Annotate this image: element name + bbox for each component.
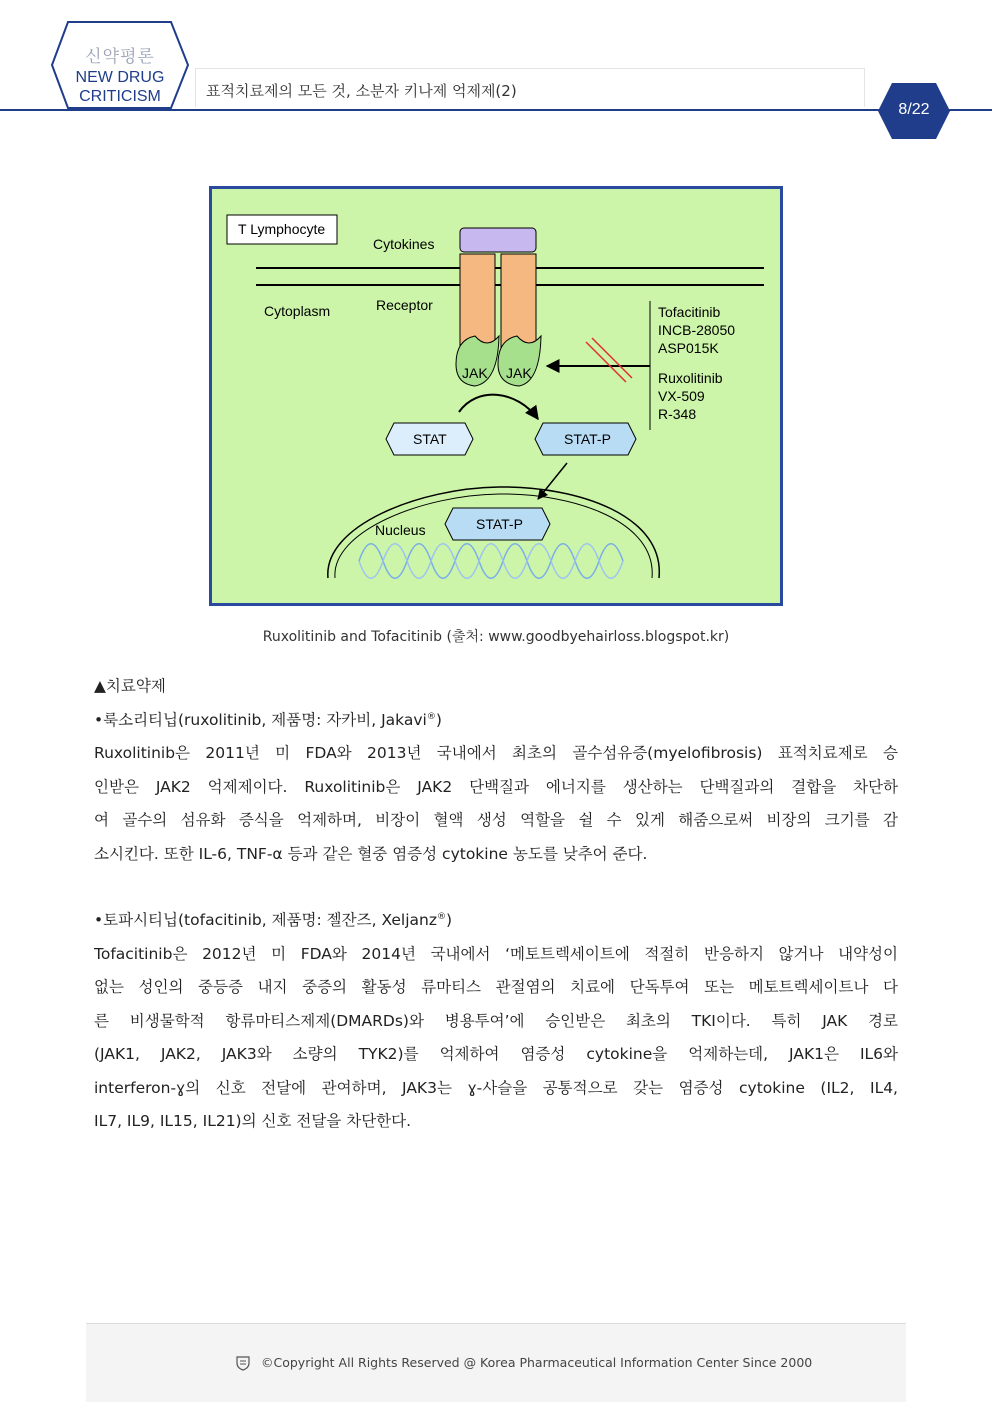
receptor-label: Receptor	[376, 297, 433, 313]
drug2-line: Tofacitinib은 2012년 미 FDA와 2014년 국내에서 ‘메토트렉세이트에 적절히 반응하지 않거나 내약성이	[94, 944, 898, 963]
shield-crest-icon	[235, 1355, 251, 1371]
logo-english-line2: CRITICISM	[79, 88, 161, 105]
figure-caption: Ruxolitinib and Tofacitinib (출처: www.goodbyehairloss.blogspot.kr)	[262, 629, 730, 645]
drug1-title-sup: ®	[426, 711, 436, 722]
nucleus-label: Nucleus	[375, 522, 426, 538]
drug1-title-main: •룩소리티닙(ruxolitinib, 제품명: 자카비, Jakavi	[94, 710, 427, 729]
logo-english-line1: NEW DRUG	[75, 69, 165, 86]
section-drug1	[94, 670, 898, 871]
jak-left-label: JAK	[462, 365, 488, 381]
logo-english	[66, 68, 174, 106]
drug2-line: IL7, IL9, IL15, IL21)의 신호 전달을 차단한다.	[94, 1112, 412, 1130]
drug2-title-main: •토파시티닙(tofacitinib, 제품명: 젤잔즈, Xeljanz	[94, 911, 437, 929]
drug-ruxolitinib: Ruxolitinib	[658, 370, 723, 386]
drug2-line: 른 비생물학적 항류마티스제제(DMARDs)와 병용투여’에 승인받은 최초의 TKI이다. 특히 JAK 경로	[94, 1011, 898, 1030]
jak-right-label: JAK	[506, 365, 532, 381]
drug1-line: Ruxolitinib은 2011년 미 FDA와 2013년 국내에서 최초의 골수섬유증(myelofibrosis) 표적치료제로 승	[94, 744, 898, 762]
stat-p-nucleus-label: STAT-P	[476, 516, 523, 532]
drug1-title	[94, 704, 898, 738]
drug-tofacitinib: Tofacitinib	[658, 304, 721, 320]
footer-copyright: ©Copyright All Rights Reserved @ Korea Pharmaceutical Information Center Since 2000	[261, 1355, 813, 1370]
drug2-line: interferon-ɣ의 신호 전달에 관여하며, JAK3는 ɣ-사슬을 공통적으로 갖는 염증성 cytokine (IL2, IL4,	[94, 1078, 898, 1097]
drug1-line: 여 골수의 섬유화 증식을 억제하며, 비장이 혈액 생성 역할을 쉴 수 있게 해줌으로써 비장의 크기를 감	[94, 811, 898, 829]
t-lymphocyte-label: T Lymphocyte	[238, 221, 326, 237]
drug-r-348: R-348	[658, 406, 697, 422]
stat-label: STAT	[413, 431, 447, 447]
drug-asp015k: ASP015K	[658, 340, 719, 356]
stat-p-label: STAT-P	[564, 431, 611, 447]
drug2-title-sup: ®	[436, 911, 446, 922]
drug-incb-28050: INCB-28050	[658, 322, 736, 338]
drug1-line: 인받은 JAK2 억제제이다. Ruxolitinib은 JAK2 단백질과 에너지를 생산하는 단백질과의 결합을 차단하	[94, 777, 898, 796]
header-title-box	[195, 68, 865, 107]
drug1-line: 소시킨다. 또한 IL-6, TNF-α 등과 같은 혈중 염증성 cytokine 농도를 낮추어 준다.	[94, 844, 648, 863]
logo-korean: 신약평론	[85, 47, 155, 67]
drug2-title-end: )	[445, 911, 453, 929]
footer	[86, 1323, 906, 1402]
cytokines-label: Cytokines	[373, 236, 435, 252]
page-number: 8/22	[898, 101, 930, 118]
section-drug2	[94, 904, 898, 1139]
drug-vx-509: VX-509	[658, 388, 705, 404]
jak-stat-pathway-diagram	[209, 186, 783, 606]
drug2-line: 없는 성인의 중등증 내지 중증의 활동성 류마티스 관절염의 치료에 단독투여 또는 메토트렉세이트나 다	[94, 978, 898, 996]
header-title: 표적치료제의 모든 것, 소분자 키나제 억제제(2)	[206, 82, 517, 100]
cytoplasm-label: Cytoplasm	[264, 303, 331, 319]
drug2-line: (JAK1, JAK2, JAK3와 소량의 TYK2)를 억제하여 염증성 cytokine을 억제하는데, JAK1은 IL6와	[94, 1045, 898, 1063]
cytokine-shape	[460, 228, 536, 252]
drug1-title-end: )	[435, 710, 442, 729]
section-heading: ▲치료약제	[94, 677, 166, 695]
drug2-title	[94, 904, 898, 938]
